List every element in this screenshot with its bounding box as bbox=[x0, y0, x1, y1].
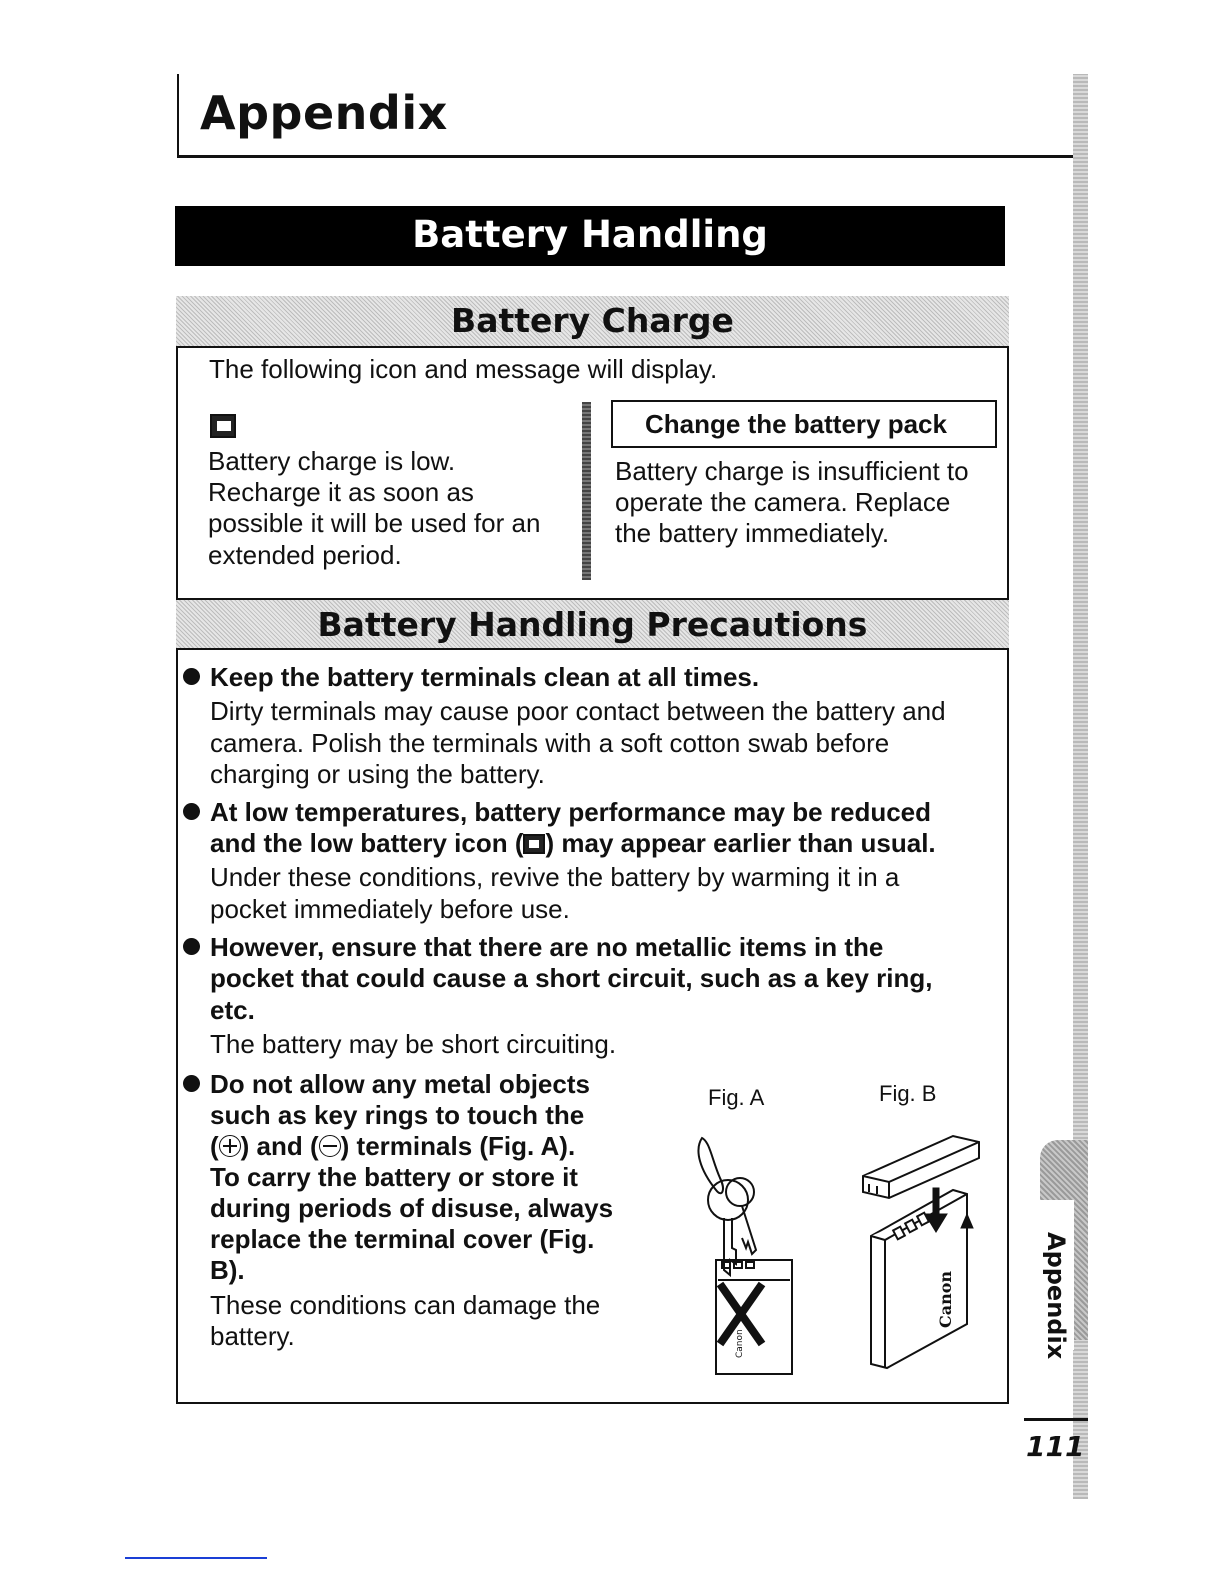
page-number-rule bbox=[1024, 1418, 1088, 1421]
fig-b-battery-brand: Canon bbox=[936, 1270, 955, 1328]
low-battery-line-3: possible it will be used for an bbox=[208, 508, 541, 538]
fig-a-battery-brand: Canon bbox=[735, 1329, 745, 1358]
fig-a-label: Fig. A bbox=[708, 1085, 765, 1110]
fig-a-keys-illustration bbox=[690, 1130, 810, 1380]
terminals-fig-a-text: ) terminals (Fig. A). bbox=[340, 1131, 576, 1161]
bullet bbox=[183, 668, 200, 685]
battery-charge-header: Battery Charge bbox=[176, 296, 1009, 348]
precaution-2-line-1: Under these conditions, revive the battery by warming it in a bbox=[210, 862, 900, 892]
page-number: 111 bbox=[1026, 1430, 1085, 1463]
bullet bbox=[183, 1075, 200, 1092]
and-text: ) and ( bbox=[240, 1131, 319, 1161]
paren-open: ( bbox=[210, 1131, 219, 1161]
precautions-header: Battery Handling Precautions bbox=[176, 598, 1009, 650]
chapter-rule bbox=[177, 155, 1088, 158]
bullet bbox=[183, 938, 200, 955]
precaution-2-head-2 bbox=[210, 828, 936, 860]
precaution-4-head-5: during periods of disuse, always bbox=[210, 1193, 614, 1223]
low-battery-line-2: Recharge it as soon as bbox=[208, 477, 474, 507]
low-battery-line-4: extended period. bbox=[208, 540, 402, 570]
fig-b-label: Fig. B bbox=[879, 1081, 937, 1106]
precaution-2-line-2: pocket immediately before use. bbox=[210, 894, 570, 924]
battery-charge-intro: The following icon and message will display. bbox=[209, 354, 718, 384]
low-battery-icon bbox=[523, 834, 545, 854]
minus-terminal-icon bbox=[319, 1135, 341, 1157]
plus-terminal-icon bbox=[219, 1135, 241, 1157]
precaution-2-head-2b: ) may appear earlier than usual. bbox=[545, 828, 936, 858]
side-tab-label: Appendix bbox=[1042, 1232, 1070, 1360]
precaution-3-head-1: However, ensure that there are no metallic items in the bbox=[210, 932, 884, 962]
precaution-4-line-2: battery. bbox=[210, 1321, 295, 1351]
chapter-title: Appendix bbox=[200, 86, 448, 140]
change-battery-line-3: the battery immediately. bbox=[615, 518, 890, 548]
section-banner: Battery Handling bbox=[175, 206, 1005, 266]
low-battery-line-1: Battery charge is low. bbox=[208, 446, 456, 476]
fig-b-battery-cover-illustration bbox=[855, 1128, 995, 1378]
low-battery-icon bbox=[210, 414, 236, 438]
precaution-3-line-1: The battery may be short circuiting. bbox=[210, 1029, 617, 1059]
bottom-link-line bbox=[125, 1557, 267, 1559]
change-battery-line-1: Battery charge is insufficient to bbox=[615, 456, 969, 486]
change-battery-line-2: operate the camera. Replace bbox=[615, 487, 951, 517]
precaution-4-head-3 bbox=[210, 1131, 575, 1163]
precaution-1-line-1: Dirty terminals may cause poor contact between the battery and bbox=[210, 696, 946, 726]
precaution-4-head-6: replace the terminal cover (Fig. bbox=[210, 1224, 595, 1254]
precaution-4-head-1: Do not allow any metal objects bbox=[210, 1069, 590, 1099]
bullet bbox=[183, 803, 200, 820]
precaution-4-head-2: such as key rings to touch the bbox=[210, 1100, 585, 1130]
chapter-bar bbox=[177, 74, 179, 158]
precaution-4-head-7: B). bbox=[210, 1255, 245, 1285]
precaution-1-head: Keep the battery terminals clean at all times. bbox=[210, 662, 760, 692]
precaution-4-line-1: These conditions can damage the bbox=[210, 1290, 601, 1320]
change-battery-box: Change the battery pack bbox=[611, 400, 997, 448]
precaution-1-line-3: charging or using the battery. bbox=[210, 759, 545, 789]
precaution-3-head-3: etc. bbox=[210, 995, 255, 1025]
precaution-2-head-2a: and the low battery icon ( bbox=[210, 828, 524, 858]
precaution-3-head-2: pocket that could cause a short circuit, such as a key ring, bbox=[210, 963, 933, 993]
precaution-2-head-1: At low temperatures, battery performance may be reduced bbox=[210, 797, 932, 827]
precaution-1-line-2: camera. Polish the terminals with a soft cotton swab before bbox=[210, 728, 890, 758]
column-divider bbox=[582, 402, 591, 580]
precaution-4-head-4: To carry the battery or store it bbox=[210, 1162, 578, 1192]
